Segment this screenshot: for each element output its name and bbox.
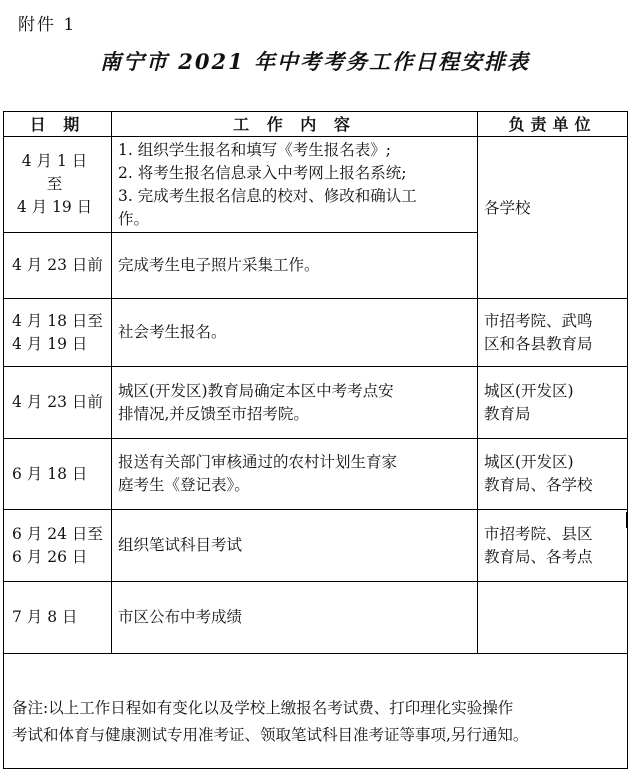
content-line: 市区公布中考成绩 xyxy=(118,608,243,626)
unit-line: 教育局 xyxy=(484,404,531,423)
content-line: 2. 将考生报名信息录入中考网上报名系统; xyxy=(118,163,407,182)
document-title: 南宁市 2021 年中考考务工作日程安排表 xyxy=(99,49,531,74)
table-header-row xyxy=(4,112,628,137)
row-content xyxy=(112,367,478,439)
header-content: 工 作 内 容 xyxy=(112,112,478,137)
row-date xyxy=(4,233,112,299)
date-line: 4 月 23 日前 xyxy=(12,256,103,274)
row-date xyxy=(4,439,112,510)
row-content xyxy=(112,439,478,510)
margin-mark xyxy=(626,512,628,528)
row-content xyxy=(112,299,478,367)
schedule-table xyxy=(3,111,628,769)
unit-line: 各学校 xyxy=(484,199,531,217)
header-unit: 负责单位 xyxy=(478,112,628,137)
unit-line: 城区(开发区) xyxy=(484,453,574,471)
unit-line: 区和各县教育局 xyxy=(484,334,593,353)
table-row xyxy=(4,137,628,233)
date-line: 4 月 23 日前 xyxy=(12,393,103,411)
row-date xyxy=(4,137,112,233)
row-unit xyxy=(478,137,628,299)
date-line: 6 月 24 日至 xyxy=(12,524,103,543)
row-unit-empty xyxy=(478,582,628,654)
date-line: 6 月 26 日 xyxy=(12,547,88,566)
content-line: 庭考生《登记表》。 xyxy=(118,476,250,494)
row-unit xyxy=(478,299,628,367)
date-line: 4 月 1 日 xyxy=(21,152,88,170)
row-unit xyxy=(478,367,628,439)
note-line: 考试和体育与健康测试专用准考证、领取笔试科目准考证等事项,另行通知。 xyxy=(12,726,529,744)
table-row xyxy=(4,510,628,582)
row-content xyxy=(112,582,478,654)
content-line: 作。 xyxy=(118,209,150,228)
header-date: 日 期 xyxy=(4,112,112,137)
unit-line: 城区(开发区) xyxy=(484,381,574,400)
note-line: 备注:以上工作日程如有变化以及学校上缴报名考试费、打印理化实验操作 xyxy=(12,699,514,717)
date-line: 6 月 18 日 xyxy=(12,464,88,483)
unit-line: 市招考院、武鸣 xyxy=(484,311,593,330)
date-line: 4 月 19 日 xyxy=(12,334,88,353)
unit-line: 市招考院、县区 xyxy=(484,524,593,543)
content-line: 社会考生报名。 xyxy=(118,323,227,341)
table-row xyxy=(4,582,628,654)
row-content xyxy=(112,137,478,233)
content-line: 完成考生电子照片采集工作。 xyxy=(118,256,320,274)
date-line: 4 月 18 日至 xyxy=(12,311,103,330)
row-date xyxy=(4,299,112,367)
content-line: 组织笔试科目考试 xyxy=(118,536,243,554)
row-unit xyxy=(478,439,628,510)
content-line: 报送有关部门审核通过的农村计划生育家 xyxy=(118,453,398,471)
table-row xyxy=(4,299,628,367)
table-row xyxy=(4,439,628,510)
row-date xyxy=(4,510,112,582)
note-row xyxy=(4,654,628,769)
row-date xyxy=(4,367,112,439)
row-date xyxy=(4,582,112,654)
row-unit xyxy=(478,510,628,582)
date-line: 4 月 19 日 xyxy=(16,198,93,216)
content-line: 城区(开发区)教育局确定本区中考考点安 xyxy=(118,381,394,400)
unit-line: 教育局、各学校 xyxy=(484,476,593,494)
row-content xyxy=(112,233,478,299)
table-row xyxy=(4,367,628,439)
row-content xyxy=(112,510,478,582)
attachment-label: 附件 1 xyxy=(18,15,77,35)
content-line: 1. 组织学生报名和填写《考生报名表》; xyxy=(118,140,391,159)
note-cell xyxy=(4,654,628,769)
date-line: 7 月 8 日 xyxy=(12,608,78,626)
content-line: 3. 完成考生报名信息的校对、修改和确认工 xyxy=(118,186,417,205)
date-line: 至 xyxy=(46,175,63,193)
content-line: 排情况,并反馈至市招考院。 xyxy=(118,404,309,423)
unit-line: 教育局、各考点 xyxy=(484,547,593,566)
